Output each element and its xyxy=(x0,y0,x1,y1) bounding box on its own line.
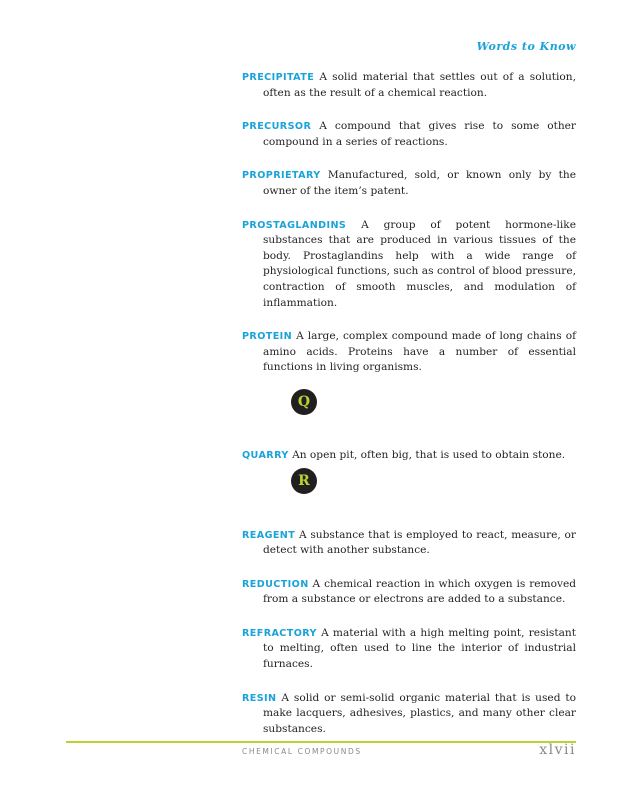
entry-definition: A material with a high melting point, resistant to melting, often used to line the interior of industrial furnaces. xyxy=(263,626,576,671)
entry-definition: Manufactured, sold, or known only by the owner of the item’s patent. xyxy=(263,169,576,197)
entry-definition: A group of potent hormone-like substances that are produced in various tissues of the body. Prostaglandins help with a wide range of physiological functions, such as control of blood pressure, contraction of smooth muscles, and modulation of inflammation. xyxy=(263,218,577,309)
entry-term: PRECIPITATE xyxy=(242,72,315,83)
entry-term: RESIN xyxy=(242,692,277,704)
glossary-entry-protein xyxy=(242,329,576,376)
section-letter-r: R xyxy=(291,468,317,494)
glossary-entry-quarry xyxy=(242,448,576,464)
entry-definition: A chemical reaction in which oxygen is removed from a substance or electrons are added to a substance. xyxy=(263,577,576,606)
glossary-entry-reduction xyxy=(242,577,576,608)
running-head: Words to Know xyxy=(476,40,576,53)
entry-definition: A large, complex compound made of long chains of amino acids. Proteins have a number of essential functions in living organisms. xyxy=(263,330,576,374)
entry-term: PROTEIN xyxy=(242,331,293,343)
page-number: xlvii xyxy=(539,742,576,758)
entry-definition: A solid or semi-solid organic material that is used to make lacquers, adhesives, plastics, and many other clear substances. xyxy=(263,691,576,735)
entry-definition: A compound that gives rise to some other compound in a series of reactions. xyxy=(263,120,576,148)
footer-book-title: CHEMICAL COMPOUNDS xyxy=(242,747,362,756)
glossary-entry-precursor xyxy=(242,119,576,150)
entry-definition: A solid material that settles out of a solution, often as the result of a chemical reaction. xyxy=(263,71,576,99)
entry-term: QUARRY xyxy=(242,449,289,461)
entry-definition: An open pit, often big, that is used to obtain stone. xyxy=(292,448,566,461)
entry-term: REFRACTORY xyxy=(242,627,317,639)
glossary-entry-reagent xyxy=(242,528,576,559)
glossary-entry-resin xyxy=(242,691,576,738)
glossary-entry-refractory xyxy=(242,626,576,673)
entry-term: PROSTAGLANDINS xyxy=(242,219,347,231)
footer-rule xyxy=(66,741,576,743)
glossary-entry-precipitate xyxy=(242,70,576,101)
section-letter-q: Q xyxy=(291,389,317,415)
glossary-entry-proprietary xyxy=(242,168,576,199)
glossary-entry-prostaglandins xyxy=(242,218,576,312)
entry-term: REDUCTION xyxy=(242,578,309,590)
entry-term: REAGENT xyxy=(242,529,296,541)
entry-term: PROPRIETARY xyxy=(242,170,321,182)
entry-definition: A substance that is employed to react, measure, or detect with another substance. xyxy=(263,528,576,557)
entry-term: PRECURSOR xyxy=(242,121,312,133)
